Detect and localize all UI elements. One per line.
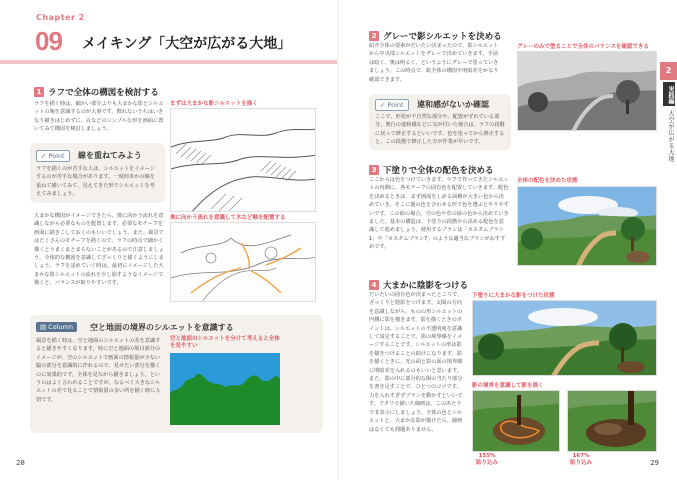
- section-4-caption-2: 影の境界を意識して影を描く: [472, 383, 544, 389]
- flow-sketch-drawing: [171, 223, 316, 302]
- section-2-number: 2: [369, 31, 379, 41]
- point-box-2: [369, 94, 511, 150]
- point-tag-label: Point: [48, 152, 65, 160]
- section-2-body: 紹介全体の要素がだいたい決まったので、影シルエットから中央部シルエットをグレーで決めていきます。手前は暗く、奥は明るく、というようにグレーで塗っていきましょう。この時点で、総全体の構図や明暗差をかなり確認できます。: [369, 43, 499, 83]
- detail-image-1: [472, 390, 560, 452]
- column-box: [30, 315, 323, 433]
- detail-painting-1: [473, 391, 560, 452]
- section-1-title: ラフで全体の構図を検討する: [48, 88, 159, 98]
- section-2-caption: グレーのみで塗ることで全体のバランスを確認できる: [517, 44, 649, 50]
- zoom-sub-2: 貼り込み: [570, 460, 593, 466]
- point-tag-label-2: Point: [387, 101, 404, 109]
- section-3-body: ここからは色をつけていきます。ラフで作ってきたシルエットの内側に、各モチーフの固有色を配置していきます。配色を決めるときは、まず画面をしめる面積が大きい色から決めていき、そこに他の色を合わせる形で色を選ぶとやりやすいです。この絵の場合、空の色や草の緑の色から決めていきました。基本の構造は、下塗りの段階から決める配色を意識して進めましょう。使用するブラシは「カスタムブラシ1」や「カスタムブラシ7」のような適当なブラシがおすすめです。: [369, 177, 509, 251]
- point-tag-2: [375, 99, 409, 111]
- zoom-label-2: [570, 453, 592, 467]
- detail-painting-2: [568, 391, 657, 452]
- section-1-caption: まずは大まかな影シルエットを描く: [170, 101, 258, 107]
- section-4-heading: [369, 279, 468, 291]
- section-4-number: 4: [369, 280, 379, 290]
- column-tag-label: Column: [48, 323, 74, 331]
- section-3-heading: [369, 164, 494, 176]
- point-1-title: 線を重ねてみよう: [78, 151, 142, 160]
- grayscale-painting: [518, 52, 657, 131]
- column-body: 風景を描く時は、空と地面のシルエットの差を意識すると描きやすくなります。特に空と地面の境目部分のイメージが、空のシルエットで画面の情報量が少ない脇の部分を意識的に作れるので、見せたい部分を描くのに効果的です。全体を見ながら描きましょう。というのはよく言われることですが、なるべく大きなシルエットの差で見ることで情報量の多い所を描く時に大切です。: [36, 338, 161, 403]
- chapter-number: 09: [35, 26, 62, 56]
- point-2-body: ここで、形状が不自然な部分や、配置がずれている部分、奥行の違和感などに気が付いた場合は、ラフの段階に戻って修正するといいです。色を塗ってから修正すると、この段階で修正した方が作業が早いです。: [375, 114, 505, 146]
- section-3-title: 下塗りで全体の配色を決める: [383, 166, 494, 176]
- side-tab-sub: 大空が広がる大地: [667, 110, 674, 162]
- point-1-body: ラフを描くのが苦手な人は、シルエットをイメージするのが苦手な場合があります。一度何本かの線を重ねて描いてみて、見えてきた形でシルエットを考えてみましょう。: [36, 166, 155, 198]
- check-icon: ✓: [380, 101, 386, 109]
- section-1-body: ラフを描く時は、細かい部分よりも大まかな影とシルエットの塊を意識するのが大事です。慣れないうちはいきなり描きはじめずに、丸などのシンプルな形を画面に置いてみて構図を検討しましょう。: [34, 101, 164, 133]
- section-4-body: だいたいの固有色が決まったところで、ざっくりと陰影をつけます。太陽の方向を意識しながら、ものの形シルエットの内側に影を描きます。影を描くときのポイントは、シルエットの不透明度を意識して設定することで、影の境界線をイメージすることです。シルエットの形は影を描きつけることの助けになります。影を描くときに、光の面と影の面の境界線に明暗差を入れるのもいいと思います。また、影の中に部分的な陽の当たり部分を書き足すことで、ひとつのコツです。力を入れすぎずブラシを動かすといいです。アタリで描いた線画は、このあたりで非表示にしましょう。全体の色とシルエットと、大まかな影が描けたら、線画はなくても問題ありません。: [369, 292, 463, 433]
- color-base-painting: [518, 187, 657, 266]
- chapter-label: Chapter 2: [36, 13, 85, 22]
- check-icon: ✓: [41, 152, 47, 160]
- grayscale-image: [517, 51, 657, 131]
- color-base-image: [517, 186, 657, 266]
- sky-ground-silhouette-drawing: [170, 353, 280, 425]
- section-1b-caption: 奥に向かう流れを意識して木など軸を配置する: [170, 215, 286, 221]
- section-3-caption: 全体の配色を決めた状態: [517, 178, 578, 184]
- chapter-title: メイキング「大空が広がる大地」: [82, 36, 292, 52]
- point-tag-1: [36, 150, 70, 162]
- shading-painting: [473, 301, 657, 376]
- page-number-right: 29: [650, 459, 659, 467]
- column-title: 空と地面の境界のシルエットを意識する: [90, 323, 234, 332]
- zoom-percent-2: 167%: [572, 453, 590, 459]
- zoom-label-1: [476, 453, 498, 467]
- book-icon: ▤: [40, 323, 47, 331]
- column-caption: 空と地面のシルエットを分けて考えると全体を見やすい: [170, 336, 280, 349]
- section-4-title: 大まかに陰影をつける: [383, 281, 469, 291]
- side-tab-number: 2: [660, 62, 677, 80]
- shading-image: [472, 300, 657, 376]
- zoom-sub-1: 貼り込み: [476, 460, 499, 466]
- sky-ground-silhouette-image: [170, 353, 280, 425]
- section-1b-body: 大まかな構図がイメージできたら、奥に向かう流れを意識しながら必要なものを配置します。必要なモチーフを画面に描きこしておくのもいいでしょう。また、風景ではたくさんのモチーフを描くので、ラフの時点で細かく描くとうまくまとまらないことがあるので注意しましょう。全体的な構図を意識してざっくりと描くようにしましょう。ラフを詰めていく時は、最初にイメージした大まかな影シルエットの流れを少し崩すようなイメージで描くと、バランスが取りやすいです。: [34, 213, 164, 287]
- header-rule: [0, 60, 338, 64]
- section-3-number: 3: [369, 165, 379, 175]
- column-tag: [36, 322, 77, 332]
- side-tab-label: 実践編: [663, 82, 675, 106]
- point-2-title: 違和感がないか確認: [417, 100, 489, 109]
- rough-silhouette-drawing: [171, 109, 316, 212]
- flow-sketch-image: [170, 222, 316, 302]
- point-box-1: [30, 143, 165, 203]
- section-2-heading: [369, 30, 502, 42]
- right-page: [339, 0, 677, 480]
- left-page: [0, 0, 338, 480]
- zoom-percent-1: 155%: [478, 453, 496, 459]
- rough-silhouette-image: [170, 108, 316, 212]
- detail-image-2: [567, 390, 657, 452]
- section-4-caption-1: 下塗りに大まかな影をつけた状態: [472, 293, 555, 299]
- section-1-number: 1: [34, 87, 44, 97]
- section-1-heading: [34, 86, 159, 98]
- section-2-title: グレーで影シルエットを決める: [383, 32, 502, 42]
- page-number-left: 28: [16, 459, 25, 467]
